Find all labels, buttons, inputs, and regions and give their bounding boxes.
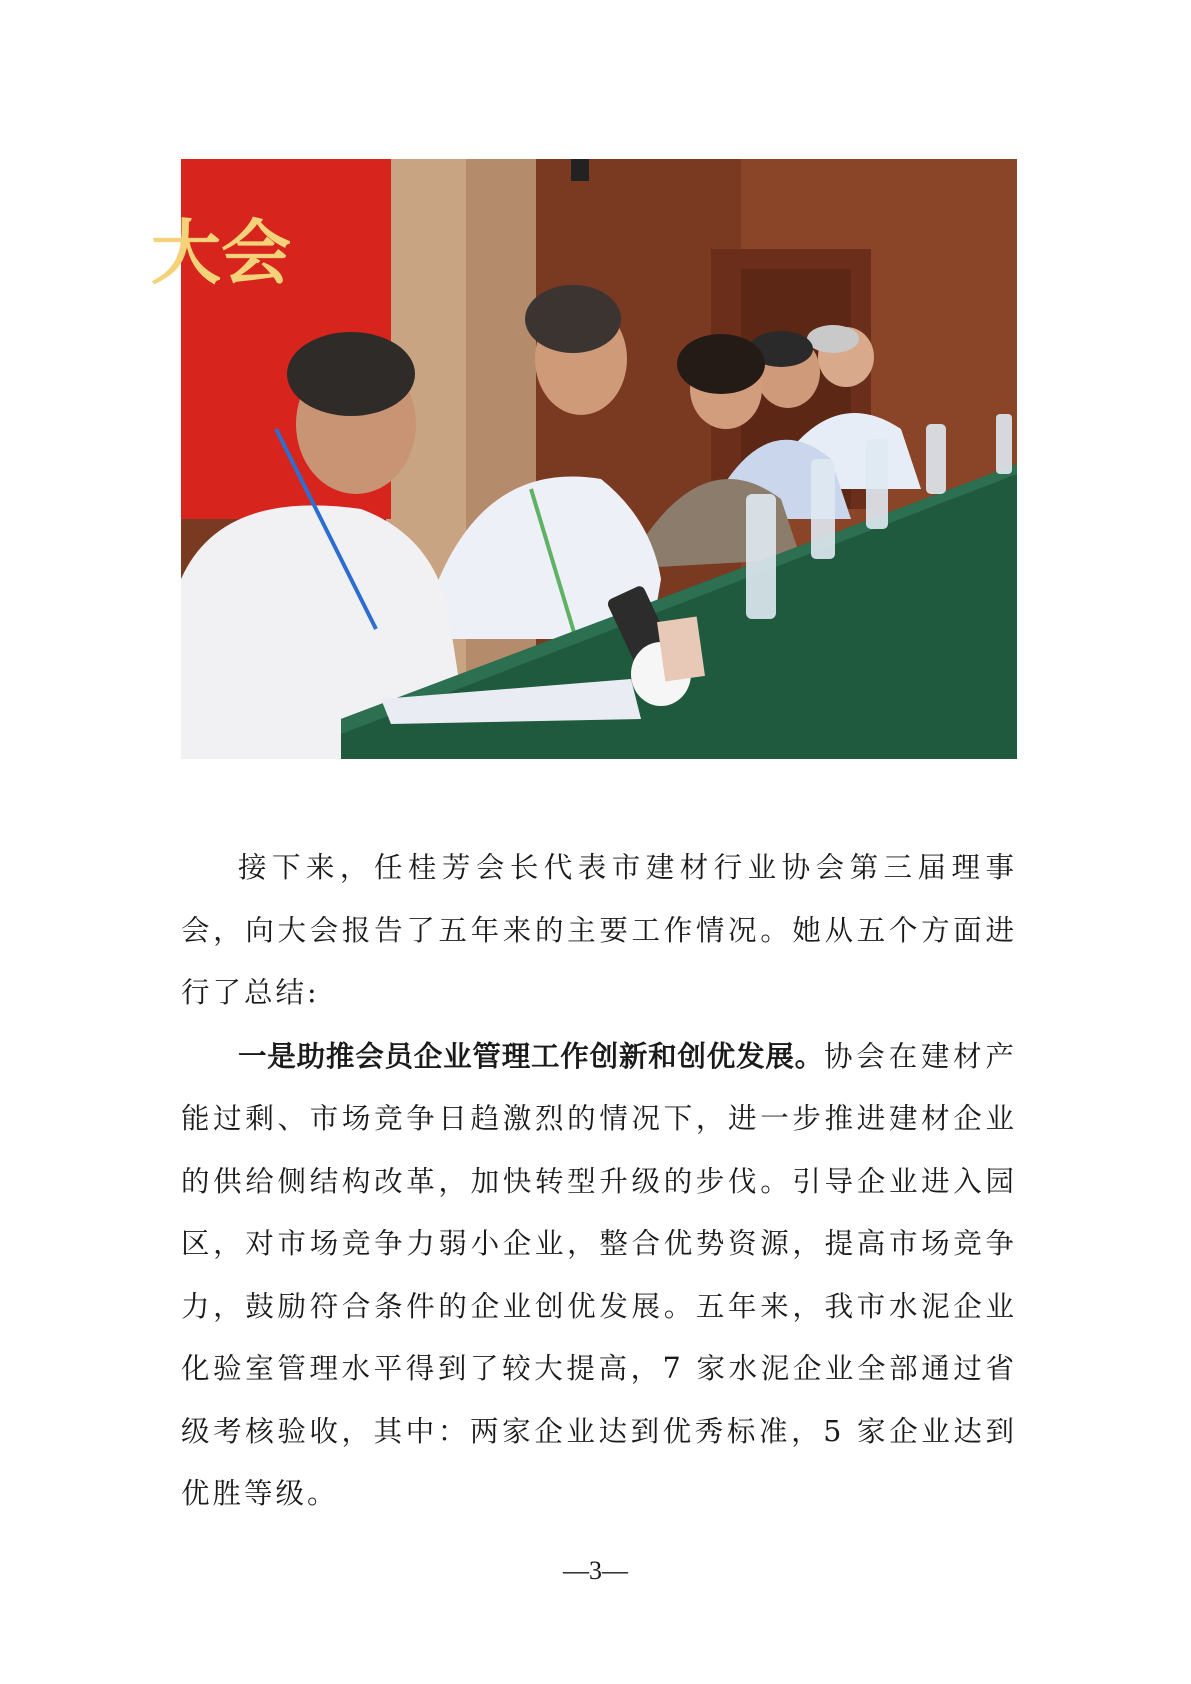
- meeting-photo: [151, 159, 1017, 759]
- paragraph-1-text: 接下来，任桂芳会长代表市建材行业协会第三届理事会，向大会报告了五年来的主要工作情况。她从五个方面进行了总结:: [181, 851, 1017, 1009]
- page-number: —3—: [563, 1556, 628, 1585]
- paragraph-1: [181, 836, 1017, 1025]
- body-text: [181, 836, 1017, 1526]
- paragraph-2-text: 协会在建材产能过剩、市场竞争日趋激烈的情况下，进一步推进建材企业的供给侧结构改革，加快转型升级的步伐。引导企业进入园区，对市场竞争力弱小企业，整合优势资源，提高市场竞争力，鼓励符合条件的企业创优发展。五年来，我市水泥企业化验室管理水平得到了较大提高，7 家水泥企业全部通过省级考核验收，其中：两家企业达到优秀标准，5 家企业达到优胜等级。: [181, 1039, 1017, 1510]
- paragraph-2: [181, 1025, 1017, 1526]
- banner-text: 大会: [151, 211, 291, 294]
- paragraph-2-lead: 一是助推会员企业管理工作创新和创优发展。: [238, 1038, 824, 1073]
